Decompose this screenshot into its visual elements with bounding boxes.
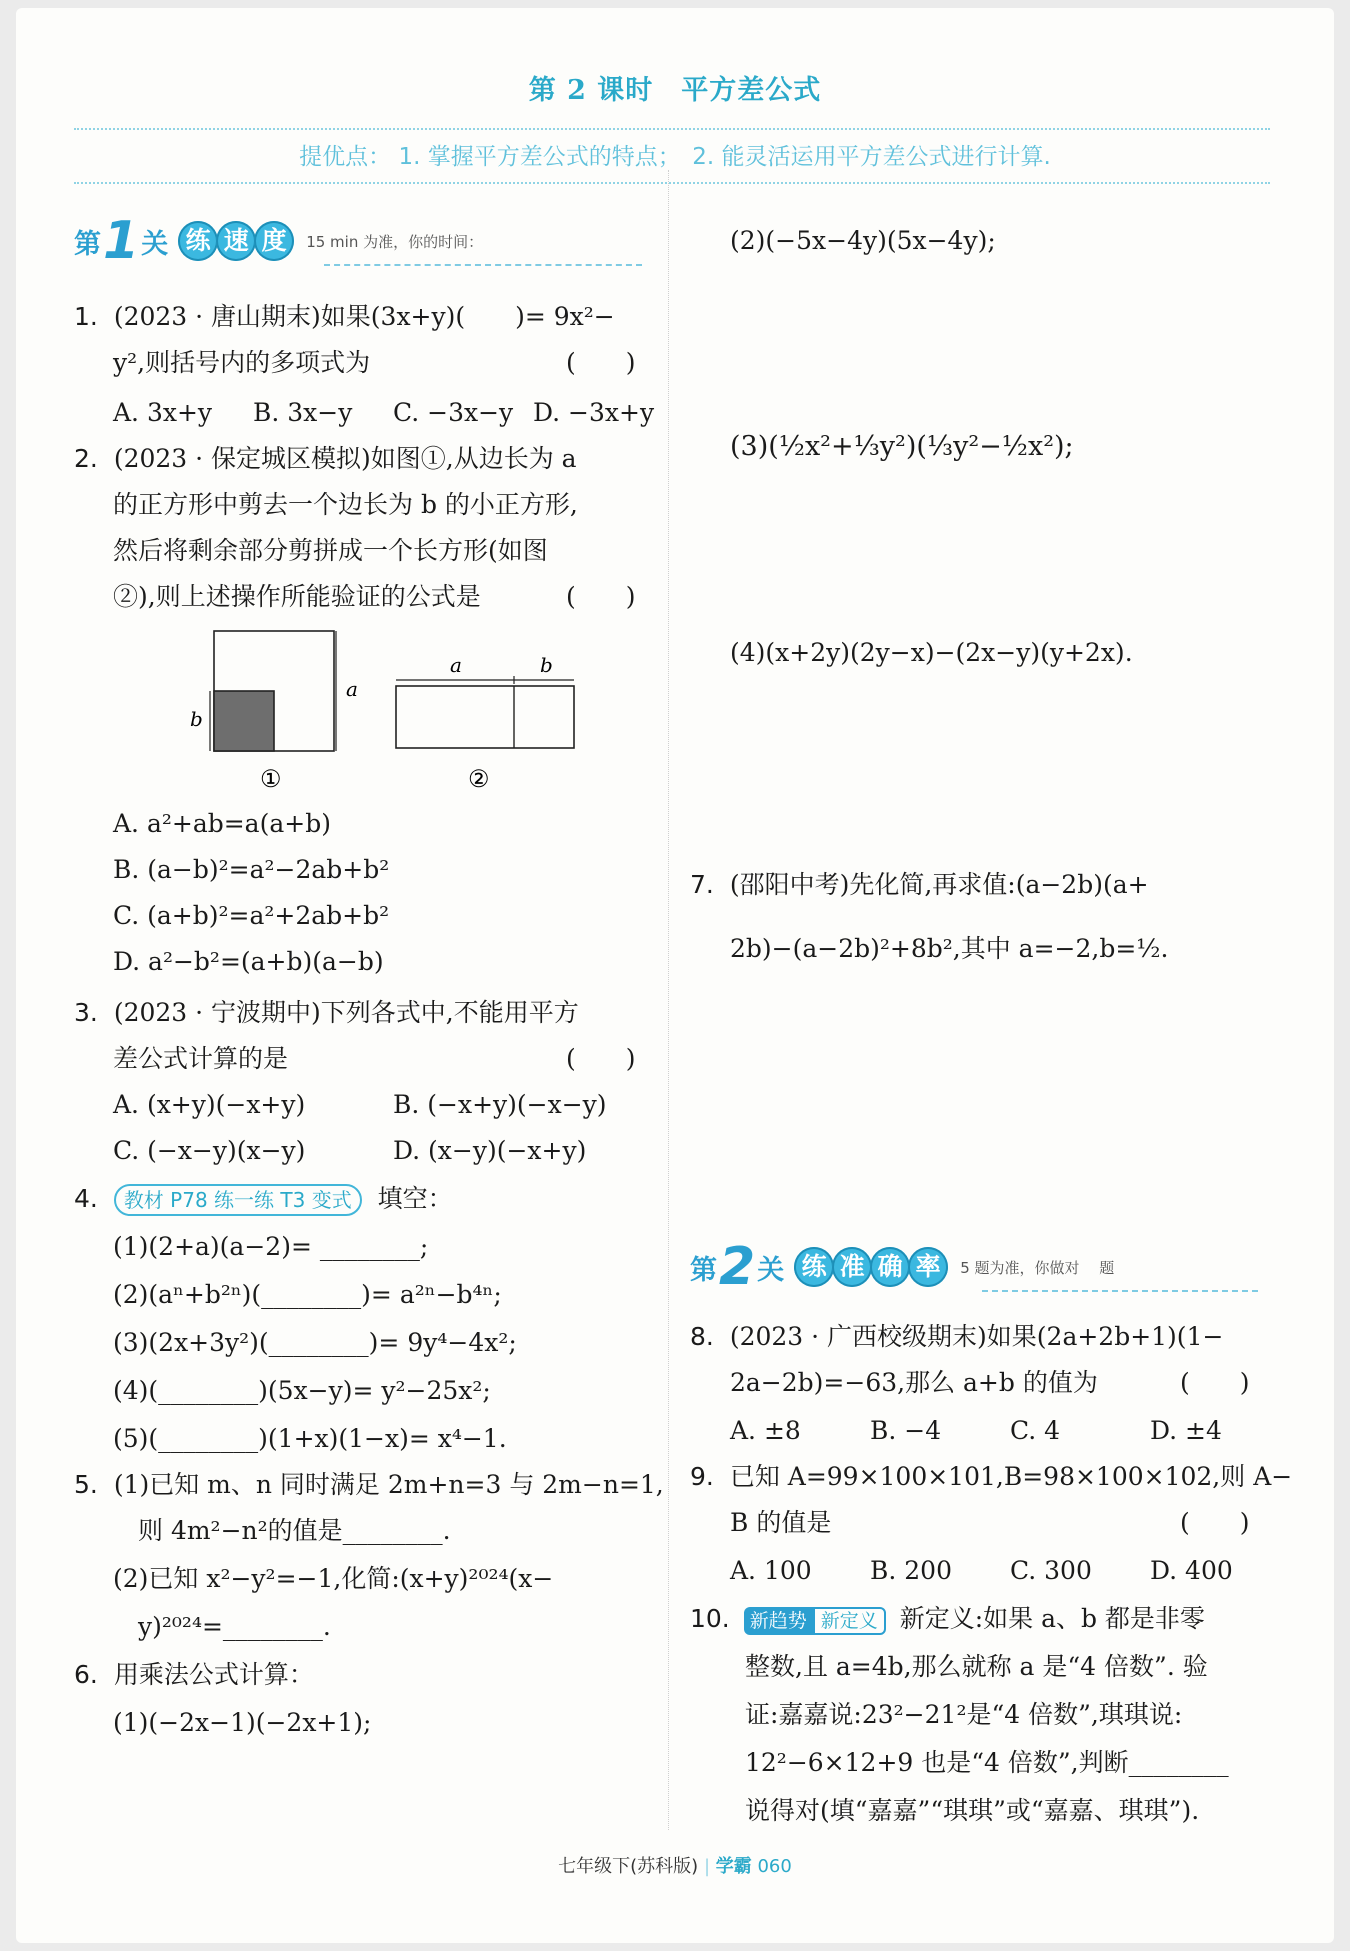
page-number: 060 bbox=[757, 1856, 792, 1877]
question-text: 2b)−(a−2b)²+8b²,其中 a=−2,b=½. bbox=[730, 934, 1169, 963]
key-points: 提优点： 1. 掌握平方差公式的特点； 2. 能灵活运用平方差公式进行计算. bbox=[299, 144, 1051, 170]
section-bubble: 练 bbox=[178, 221, 218, 261]
option-c[interactable]: C. 300 bbox=[1010, 1556, 1092, 1585]
question-text: (2023 · 唐山期末)如果(3x+y)( )= 9x²− bbox=[113, 302, 615, 331]
divider-top bbox=[74, 128, 1270, 130]
option-b[interactable]: B. 200 bbox=[870, 1556, 952, 1585]
option-a[interactable]: A. a²+ab=a(a+b) bbox=[113, 809, 331, 838]
footer-grade: 七年级下(苏科版) bbox=[558, 1856, 699, 1877]
section-bubble: 速 bbox=[216, 221, 256, 261]
calc-item: (2)(−5x−4y)(5x−4y); bbox=[730, 226, 996, 255]
section-bubble: 度 bbox=[254, 221, 294, 261]
fill-item[interactable]: (3)(2x+3y²)(________)= 9y⁴−4x²; bbox=[113, 1328, 517, 1357]
option-b[interactable]: B. (a−b)²=a²−2ab+b² bbox=[113, 855, 390, 884]
question-text: ②),则上述操作所能验证的公式是 bbox=[113, 582, 481, 611]
calc-item: (4)(x+2y)(2y−x)−(2x−y)(y+2x). bbox=[730, 638, 1133, 667]
footer-brand: 学霸 bbox=[715, 1856, 752, 1877]
fill-item[interactable]: (4)(________)(5x−y)= y²−25x²; bbox=[113, 1376, 491, 1405]
question-6 bbox=[74, 1656, 314, 1694]
section-bubble: 确 bbox=[870, 1247, 910, 1287]
question-text: B 的值是 bbox=[730, 1508, 832, 1537]
question-10 bbox=[690, 1600, 1205, 1638]
question-text: 说得对(填“嘉嘉”“琪琪”或“嘉嘉、琪琪”). bbox=[745, 1796, 1200, 1825]
question-9 bbox=[690, 1458, 1292, 1496]
question-text: 证:嘉嘉说:23²−21²是“4 倍数”,琪琪说: bbox=[745, 1700, 1183, 1729]
answer-bracket[interactable]: ( ) bbox=[1180, 1368, 1250, 1397]
column-divider bbox=[668, 170, 669, 1830]
section-2-dash-line bbox=[982, 1290, 1258, 1292]
answer-bracket[interactable]: ( ) bbox=[566, 348, 636, 377]
section-number: 1 bbox=[103, 211, 140, 271]
section-bubble: 准 bbox=[832, 1247, 872, 1287]
section-2-heading bbox=[690, 1237, 1115, 1297]
rectangle bbox=[396, 686, 574, 748]
question-text: 填空： bbox=[377, 1184, 453, 1213]
question-number: 5. bbox=[74, 1470, 98, 1499]
question-text: 差公式计算的是 bbox=[113, 1044, 289, 1073]
question-text: (2023 · 宁波期中)下列各式中,不能用平方 bbox=[113, 998, 579, 1027]
question-text: 已知 A=99×100×101,B=98×100×102,则 A− bbox=[729, 1462, 1293, 1491]
square-diagram bbox=[180, 624, 590, 796]
question-text: (2)已知 x²−y²=−1,化简:(x+y)²⁰²⁴(x− bbox=[113, 1564, 554, 1593]
section-bubble: 率 bbox=[908, 1247, 948, 1287]
time-note: 15 min 为准，你的时间： bbox=[306, 232, 484, 251]
section-bubble: 练 bbox=[794, 1247, 834, 1287]
option-d[interactable]: D. −3x+y bbox=[533, 398, 655, 427]
textbook-tag: 教材 P78 练一练 T3 变式 bbox=[114, 1184, 362, 1216]
question-number: 9. bbox=[690, 1462, 714, 1491]
section-number: 2 bbox=[719, 1237, 756, 1297]
option-c[interactable]: C. (a+b)²=a²+2ab+b² bbox=[113, 901, 390, 930]
question-text: 整数,且 a=4b,那么就称 a 是“4 倍数”. 验 bbox=[745, 1652, 1208, 1681]
fill-item[interactable]: (5)(________)(1+x)(1−x)= x⁴−1. bbox=[113, 1424, 507, 1453]
option-d[interactable]: D. 400 bbox=[1150, 1556, 1233, 1585]
question-7 bbox=[690, 866, 1149, 904]
option-d[interactable]: D. ±4 bbox=[1150, 1416, 1222, 1445]
question-number: 8. bbox=[690, 1322, 714, 1351]
option-c[interactable]: C. (−x−y)(x−y) bbox=[113, 1136, 306, 1165]
question-text: 用乘法公式计算： bbox=[113, 1660, 314, 1689]
option-a[interactable]: A. 3x+y bbox=[113, 398, 213, 427]
fill-item[interactable]: y)²⁰²⁴=________. bbox=[113, 1612, 331, 1641]
question-text: 新定义:如果 a、b 都是非零 bbox=[899, 1604, 1205, 1633]
option-d[interactable]: D. a²−b²=(a+b)(a−b) bbox=[113, 947, 384, 976]
option-c[interactable]: C. 4 bbox=[1010, 1416, 1061, 1445]
question-number: 2. bbox=[74, 444, 98, 473]
question-5 bbox=[74, 1466, 664, 1504]
question-4 bbox=[74, 1180, 453, 1218]
question-1 bbox=[74, 298, 615, 336]
answer-bracket[interactable]: ( ) bbox=[1180, 1508, 1250, 1537]
option-b[interactable]: B. 3x−y bbox=[253, 398, 353, 427]
calc-item: (1)(−2x−1)(−2x+1); bbox=[113, 1708, 372, 1737]
fill-item[interactable]: (1)(2+a)(a−2)= ________; bbox=[113, 1232, 429, 1261]
answer-bracket[interactable]: ( ) bbox=[566, 582, 636, 611]
figure-1-caption: ① bbox=[260, 765, 282, 793]
question-number: 7. bbox=[690, 870, 714, 899]
small-square bbox=[214, 691, 274, 751]
section-di: 第 bbox=[690, 1254, 717, 1286]
option-b[interactable]: B. (−x+y)(−x−y) bbox=[393, 1090, 607, 1119]
label-b-rect: b bbox=[540, 653, 553, 677]
definition-tag: 新定义 bbox=[813, 1607, 886, 1635]
fill-item[interactable]: 12²−6×12+9 也是“4 倍数”,判断________ bbox=[745, 1748, 1229, 1777]
question-2 bbox=[74, 440, 577, 478]
label-b: b bbox=[190, 707, 203, 731]
option-a[interactable]: A. (x+y)(−x+y) bbox=[113, 1090, 306, 1119]
label-a: a bbox=[346, 677, 358, 701]
answer-bracket[interactable]: ( ) bbox=[566, 1044, 636, 1073]
lesson-title: 第 2 课时 平方差公式 bbox=[528, 75, 822, 106]
trend-tag: 新趋势 bbox=[744, 1607, 813, 1635]
question-number: 1. bbox=[74, 302, 98, 331]
question-text: 的正方形中剪去一个边长为 b 的小正方形, bbox=[113, 490, 578, 519]
question-text: (2023 · 保定城区模拟)如图①,从边长为 a bbox=[113, 444, 577, 473]
question-text: 然后将剩余部分剪拼成一个长方形(如图 bbox=[113, 536, 548, 565]
question-number: 6. bbox=[74, 1660, 98, 1689]
section-1-heading bbox=[74, 211, 484, 271]
question-text: (2023 · 广西校级期末)如果(2a+2b+1)(1− bbox=[729, 1322, 1224, 1351]
question-3 bbox=[74, 994, 579, 1032]
question-number: 4. bbox=[74, 1184, 98, 1213]
section-guan: 关 bbox=[757, 1254, 785, 1286]
question-text: (邵阳中考)先化简,再求值:(a−2b)(a+ bbox=[729, 870, 1149, 899]
calc-item: (3)(½x²+⅓y²)(⅓y²−½x²); bbox=[730, 431, 1074, 462]
fill-item[interactable]: (2)(aⁿ+b²ⁿ)(________)= a²ⁿ−b⁴ⁿ; bbox=[113, 1280, 502, 1309]
fill-item[interactable]: 则 4m²−n²的值是________. bbox=[113, 1516, 451, 1545]
question-text: 2a−2b)=−63,那么 a+b 的值为 bbox=[730, 1368, 1098, 1397]
option-b[interactable]: B. −4 bbox=[870, 1416, 942, 1445]
section-1-dash-line bbox=[324, 264, 642, 266]
option-d[interactable]: D. (x−y)(−x+y) bbox=[393, 1136, 587, 1165]
section-di: 第 bbox=[74, 228, 101, 260]
question-number: 3. bbox=[74, 998, 98, 1027]
section-guan: 关 bbox=[141, 228, 169, 260]
score-note: 5 题为准，你做对 题 bbox=[960, 1258, 1115, 1277]
divider-bottom bbox=[74, 182, 1270, 184]
option-a[interactable]: A. 100 bbox=[730, 1556, 812, 1585]
figure-2-caption: ② bbox=[468, 765, 490, 793]
question-8 bbox=[690, 1318, 1223, 1356]
page-footer: 七年级下(苏科版) | 学霸 060 bbox=[558, 1856, 792, 1877]
question-number: 10. bbox=[690, 1604, 730, 1633]
question-1-line2: y²,则括号内的多项式为 bbox=[113, 348, 371, 377]
option-c[interactable]: C. −3x−y bbox=[393, 398, 514, 427]
option-a[interactable]: A. ±8 bbox=[730, 1416, 801, 1445]
label-a-rect: a bbox=[450, 653, 462, 677]
question-text: (1)已知 m、n 同时满足 2m+n=3 与 2m−n=1, bbox=[113, 1470, 664, 1499]
